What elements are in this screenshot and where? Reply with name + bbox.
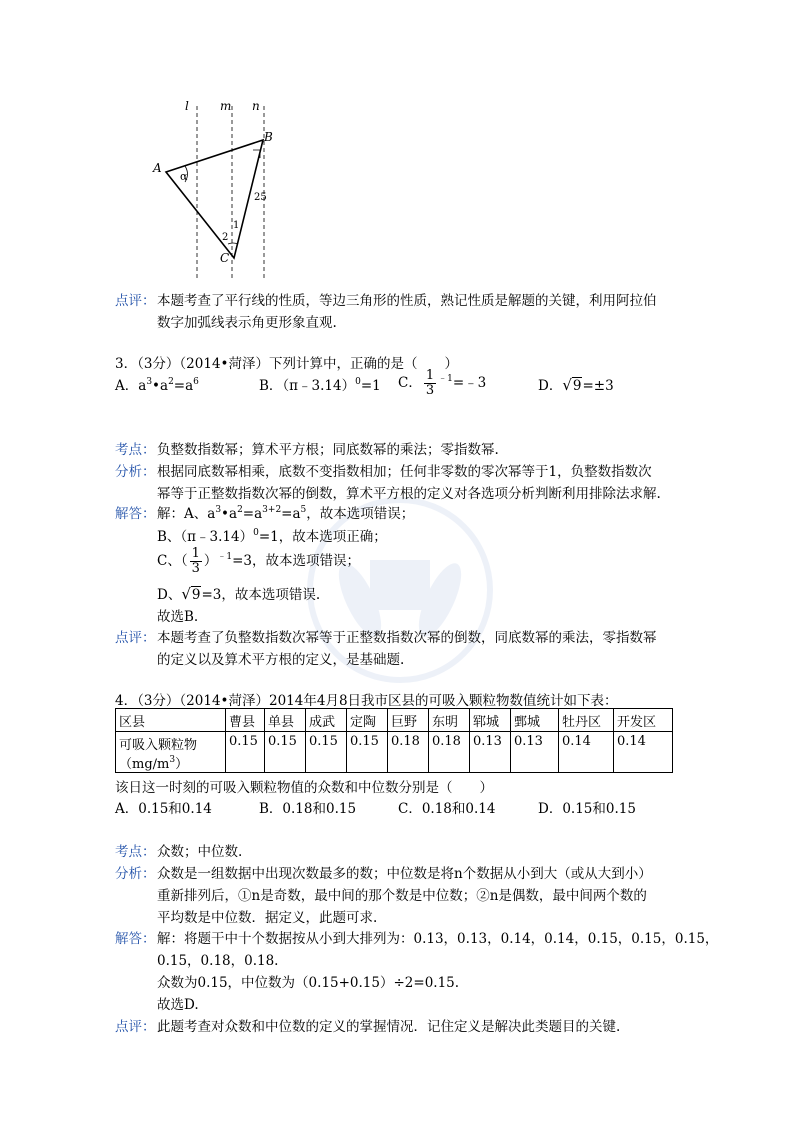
q4-question: 该日这一时刻的可吸入颗粒物值的众数和中位数分别是（ ） — [115, 780, 493, 796]
pm-data-table — [115, 708, 673, 773]
table-cell: 0.14 — [559, 732, 614, 773]
table-cell: 0.13 — [470, 732, 511, 773]
q3-option-b: B．（π﹣3.14）$^0$=1 — [259, 377, 381, 394]
angle-label-1: 1 — [233, 220, 240, 231]
q3-kaodian-label: 考点： — [115, 442, 156, 458]
table-cell: 0.15 — [265, 732, 306, 773]
q4-jieda-line4: 故选D. — [157, 997, 199, 1013]
table-cell: 定陶 — [347, 709, 388, 732]
q3-option-c: C． $\frac{1}{3}$ $^{﹣1}$=﹣3 — [398, 368, 487, 398]
q4-kaodian: 众数；中位数. — [157, 844, 243, 860]
q3-jieda-line2: B、（π﹣3.14）$^0$=1，故本选项正确； — [157, 528, 387, 545]
table-cell: 区县 — [116, 709, 226, 732]
angle-label-25: 25 — [254, 192, 267, 203]
q3-fenxi-label: 分析： — [115, 464, 156, 480]
point-label-c: C — [220, 251, 230, 265]
q3-jieda-line3: C、（ $\frac{1}{3}$ ）$^{﹣1}$=3，故本选项错误； — [157, 546, 361, 576]
prev-comment-line1: 本题考查了平行线的性质，等边三角形的性质，熟记性质是解题的关键，利用阿拉伯 — [157, 293, 657, 309]
table-cell: 单县 — [265, 709, 306, 732]
table-cell: 0.15 — [226, 732, 265, 773]
table-cell: 郓城 — [470, 709, 511, 732]
q3-dianping-label: 点评： — [115, 630, 156, 646]
q3-option-d: D．√9=±3 — [538, 376, 614, 394]
table-cell: 0.18 — [388, 732, 429, 773]
q4-dianping-label: 点评： — [115, 1019, 156, 1035]
table-cell: 巨野 — [388, 709, 429, 732]
table-cell: 0.14 — [614, 732, 673, 773]
line-label-l: l — [185, 99, 189, 113]
table-cell: 牡丹区 — [559, 709, 614, 732]
q3-jieda-line5: 故选B. — [157, 609, 199, 625]
q3-jieda-line1: 解：A、$a^3•a^2=a^{3+2}=a^5$，故本选项错误； — [157, 505, 415, 522]
q3-fenxi-line2: 幂等于正整数指数次幂的倒数，算术平方根的定义对各选项分析判断利用排除法求解. — [157, 486, 661, 502]
table-cell: 0.15 — [347, 732, 388, 773]
q4-stem: 4．（3分）（2014•菏泽）2014年4月8日我市区县的可吸入颗粒物数值统计如下表： — [115, 693, 618, 709]
line-label-m: m — [220, 99, 232, 113]
q4-fenxi-line3: 平均数是中位数．据定义，此题可求. — [157, 910, 378, 926]
q4-option-b: B．0.18和0.15 — [259, 801, 357, 817]
table-cell: 可吸入颗粒物 $(mg/m^3)$ — [116, 732, 226, 773]
q4-option-c: C．0.18和0.14 — [398, 801, 496, 817]
table-cell: 鄄城 — [511, 709, 559, 732]
q4-fenxi-label: 分析： — [115, 866, 156, 882]
q4-option-d: D．0.15和0.15 — [538, 801, 636, 817]
q3-option-a: A．$a^3•a^2=a^6$ — [115, 377, 199, 394]
angle-label-alpha: α — [180, 170, 188, 183]
prev-comment-label: 点评： — [115, 293, 156, 309]
line-label-n: n — [252, 99, 260, 113]
table-cell: 0.13 — [511, 732, 559, 773]
table-cell: 成武 — [306, 709, 347, 732]
table-row — [116, 732, 673, 773]
q4-fenxi-line2: 重新排列后，①n是奇数，最中间的那个数是中位数；②n是偶数，最中间两个数的 — [157, 888, 647, 904]
q3-stem: 3．（3分）（2014•菏泽）下列计算中，正确的是（ ） — [115, 356, 458, 372]
table-cell: 开发区 — [614, 709, 673, 732]
table-cell: 0.18 — [429, 732, 470, 773]
q4-jieda-line1: 解：将题干中十个数据按从小到大排列为：0.13，0.13，0.14，0.14，0.15，0.15，0.15， — [157, 931, 719, 947]
q4-fenxi-line1: 众数是一组数据中出现次数最多的数；中位数是将n个数据从小到大（或从大到小） — [157, 866, 652, 882]
q4-jieda-line3: 众数为0.15，中位数为（0.15+0.15）÷2=0.15. — [157, 975, 460, 991]
table-cell: 东明 — [429, 709, 470, 732]
fraction-one-third: $\frac{1}{3}$ — [425, 368, 435, 398]
table-cell: 0.15 — [306, 732, 347, 773]
q4-option-a: A．0.15和0.14 — [115, 801, 212, 817]
prev-comment-line2: 数字加弧线表示角更形象直观. — [157, 315, 337, 331]
q4-kaodian-label: 考点： — [115, 844, 156, 860]
q4-dianping: 此题考查对众数和中位数的定义的掌握情况．记住定义是解决此类题目的关键. — [157, 1019, 621, 1035]
q3-fenxi-line1: 根据同底数幂相乘，底数不变指数相加；任何非零数的零次幂等于1，负整数指数次 — [157, 464, 652, 480]
point-label-b: B — [264, 130, 273, 144]
point-label-a: A — [153, 161, 162, 175]
q4-jieda-label: 解答： — [115, 931, 156, 947]
table-cell: 曹县 — [226, 709, 265, 732]
table-row — [116, 709, 673, 732]
sqrt-9: √9 — [562, 376, 582, 394]
q3-kaodian: 负整数指数幂；算术平方根；同底数幂的乘法；零指数幂. — [157, 442, 499, 458]
q3-jieda-label: 解答： — [115, 506, 156, 522]
q3-dianping-line2: 的定义以及算术平方根的定义，是基础题. — [157, 652, 405, 668]
q3-dianping-line1: 本题考查了负整数指数次幂等于正整数指数次幂的倒数，同底数幂的乘法，零指数幂 — [157, 630, 657, 646]
angle-label-2: 2 — [222, 232, 229, 243]
q4-jieda-line2: 0.15，0.18，0.18. — [157, 953, 279, 969]
q3-jieda-line4: D、√9=3，故本选项错误. — [157, 585, 321, 603]
geometry-figure — [140, 92, 300, 284]
